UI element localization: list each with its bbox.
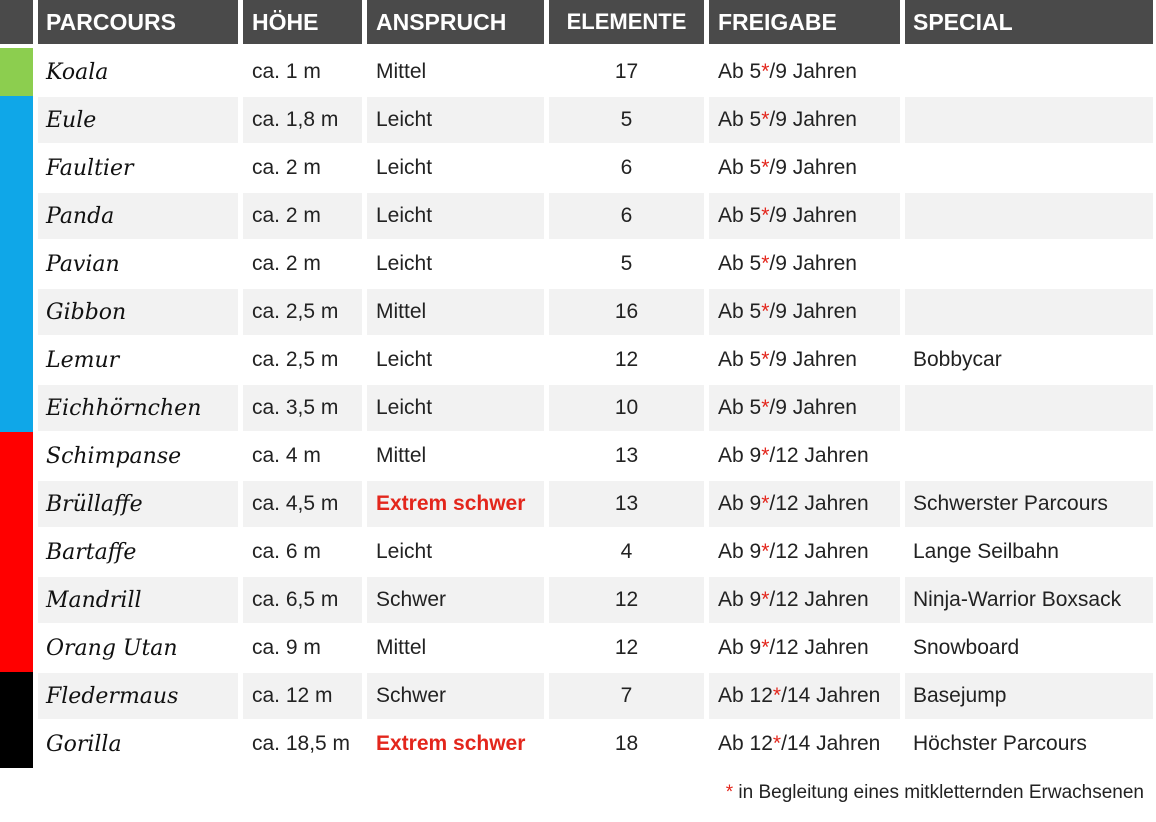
special-value — [905, 49, 1153, 95]
special-value — [905, 289, 1153, 335]
freigabe-max-age: /12 Jahren — [769, 492, 869, 515]
hoehe-value: ca. 2,5 m — [243, 289, 362, 335]
freigabe-value — [709, 385, 900, 431]
freigabe-value — [709, 433, 900, 479]
difficulty-color-marker — [0, 528, 33, 576]
elemente-value: 13 — [614, 444, 639, 467]
table-row — [0, 336, 1156, 384]
parcours-name: Koala — [46, 59, 109, 85]
freigabe-min-age: Ab 5 — [718, 300, 762, 323]
hoehe-value: ca. 9 m — [252, 636, 321, 659]
parcours-name: Faultier — [46, 155, 134, 181]
parcours-name: Fledermaus — [38, 673, 238, 719]
hoehe-value: ca. 2 m — [252, 252, 321, 275]
special-value: Höchster Parcours — [913, 732, 1087, 755]
freigabe-value — [709, 673, 900, 719]
freigabe-min-age: Ab 9 — [718, 588, 762, 611]
special-value: Bobbycar — [913, 348, 1002, 371]
table-row — [0, 144, 1156, 192]
difficulty-color-marker — [0, 144, 33, 192]
hoehe-value: ca. 2 m — [243, 193, 362, 239]
table-row — [0, 432, 1156, 480]
freigabe-min-age: Ab 5 — [718, 204, 762, 227]
elemente-value: 10 — [549, 385, 704, 431]
freigabe-min-age: Ab 9 — [718, 444, 762, 467]
table-row — [0, 192, 1156, 240]
parcours-name: Gibbon — [38, 289, 238, 335]
anspruch-value: Leicht — [367, 193, 544, 239]
hoehe-value: ca. 2 m — [252, 156, 321, 179]
freigabe-max-age: /12 Jahren — [769, 444, 869, 467]
anspruch-value: Leicht — [367, 97, 544, 143]
freigabe-star: * — [761, 348, 770, 371]
freigabe-min-age: Ab 9 — [718, 636, 762, 659]
table-row — [0, 288, 1156, 336]
freigabe-value — [709, 193, 900, 239]
elemente-value: 6 — [620, 156, 633, 179]
freigabe-min-age: Ab 9 — [718, 540, 762, 563]
freigabe-min-age: Ab 12 — [718, 732, 773, 755]
parcours-name: Schimpanse — [46, 443, 182, 469]
freigabe-star: * — [761, 444, 770, 467]
special-value — [905, 385, 1153, 431]
freigabe-star: * — [761, 588, 770, 611]
anspruch-value: Leicht — [376, 348, 433, 371]
footnote — [726, 782, 1144, 804]
freigabe-max-age: /9 Jahren — [769, 348, 857, 371]
anspruch-value: Schwer — [367, 673, 544, 719]
freigabe-value — [709, 241, 900, 287]
freigabe-star: * — [761, 396, 770, 419]
parcours-name: Eule — [38, 97, 238, 143]
anspruch-value: Mittel — [376, 60, 427, 83]
freigabe-max-age: /9 Jahren — [769, 396, 857, 419]
special-value — [905, 433, 1153, 479]
freigabe-star: * — [761, 252, 770, 275]
freigabe-max-age: /9 Jahren — [769, 156, 857, 179]
freigabe-star: * — [761, 60, 770, 83]
table-header — [0, 0, 1156, 48]
elemente-value: 4 — [620, 540, 633, 563]
parcours-name: Mandrill — [38, 577, 238, 623]
header-parcours: PARCOURS — [38, 0, 238, 44]
anspruch-value: Leicht — [376, 156, 433, 179]
hoehe-value: ca. 1 m — [252, 60, 321, 83]
parcours-name: Orang Utan — [46, 635, 178, 661]
table-row — [0, 528, 1156, 576]
anspruch-value: Extrem schwer — [367, 481, 544, 527]
special-value: Basejump — [905, 673, 1153, 719]
hoehe-value: ca. 18,5 m — [252, 732, 351, 755]
parcours-name: Bartaffe — [46, 539, 137, 565]
freigabe-max-age: /12 Jahren — [769, 540, 869, 563]
header-hoehe: HÖHE — [243, 0, 362, 44]
difficulty-color-marker — [0, 384, 33, 432]
freigabe-min-age: Ab 5 — [718, 396, 762, 419]
parcours-name: Pavian — [46, 251, 120, 277]
difficulty-color-marker — [0, 576, 33, 624]
difficulty-color-marker — [0, 624, 33, 672]
freigabe-value — [709, 97, 900, 143]
table-row — [0, 48, 1156, 96]
elemente-value: 13 — [549, 481, 704, 527]
elemente-value: 16 — [549, 289, 704, 335]
table-row — [0, 480, 1156, 528]
freigabe-max-age: /9 Jahren — [769, 108, 857, 131]
special-value: Snowboard — [913, 636, 1020, 659]
hoehe-value: ca. 12 m — [243, 673, 362, 719]
header-special: SPECIAL — [905, 0, 1153, 44]
elemente-value: 18 — [614, 732, 639, 755]
freigabe-max-age: /9 Jahren — [769, 300, 857, 323]
anspruch-value: Leicht — [367, 385, 544, 431]
hoehe-value: ca. 3,5 m — [243, 385, 362, 431]
anspruch-value: Leicht — [376, 540, 433, 563]
parcours-name: Brüllaffe — [38, 481, 238, 527]
freigabe-star: * — [761, 108, 770, 131]
freigabe-value — [709, 577, 900, 623]
elemente-value: 12 — [549, 577, 704, 623]
freigabe-max-age: /9 Jahren — [769, 204, 857, 227]
hoehe-value: ca. 4,5 m — [243, 481, 362, 527]
special-value — [905, 193, 1153, 239]
hoehe-value: ca. 6 m — [252, 540, 321, 563]
freigabe-star: * — [761, 156, 770, 179]
anspruch-value: Mittel — [376, 444, 427, 467]
anspruch-value: Schwer — [367, 577, 544, 623]
elemente-value: 17 — [614, 60, 639, 83]
elemente-value: 5 — [549, 97, 704, 143]
freigabe-star: * — [761, 636, 770, 659]
special-value — [905, 241, 1153, 287]
parcours-name: Gorilla — [46, 731, 122, 757]
difficulty-color-marker — [0, 288, 33, 336]
freigabe-max-age: /9 Jahren — [769, 60, 857, 83]
freigabe-min-age: Ab 5 — [718, 252, 762, 275]
special-value: Schwerster Parcours — [905, 481, 1153, 527]
freigabe-value — [709, 145, 900, 191]
special-value: Lange Seilbahn — [913, 540, 1059, 563]
freigabe-max-age: /12 Jahren — [769, 636, 869, 659]
difficulty-color-marker — [0, 720, 33, 768]
elemente-value: 12 — [614, 348, 639, 371]
anspruch-value: Mittel — [376, 636, 427, 659]
hoehe-value: ca. 1,8 m — [243, 97, 362, 143]
parcours-name: Panda — [38, 193, 238, 239]
elemente-value: 12 — [614, 636, 639, 659]
anspruch-value: Extrem schwer — [376, 732, 526, 755]
table-body — [0, 48, 1156, 768]
difficulty-color-marker — [0, 192, 33, 240]
freigabe-max-age: /9 Jahren — [769, 252, 857, 275]
special-value: Ninja-Warrior Boxsack — [905, 577, 1153, 623]
freigabe-min-age: Ab 12 — [718, 684, 773, 707]
freigabe-value — [709, 529, 900, 575]
freigabe-value — [709, 337, 900, 383]
footnote-text: in Begleitung eines mitkletternden Erwachsenen — [733, 782, 1144, 803]
freigabe-star: * — [772, 684, 782, 707]
hoehe-value: ca. 6,5 m — [243, 577, 362, 623]
table-row — [0, 672, 1156, 720]
footnote-star: * — [725, 782, 734, 803]
freigabe-star: * — [761, 540, 770, 563]
anspruch-value: Mittel — [367, 289, 544, 335]
anspruch-value: Leicht — [376, 252, 433, 275]
header-color-cell — [0, 0, 33, 44]
freigabe-value — [709, 625, 900, 671]
freigabe-star: * — [761, 492, 770, 515]
freigabe-min-age: Ab 5 — [718, 108, 762, 131]
header-anspruch: ANSPRUCH — [367, 0, 544, 44]
freigabe-value — [709, 481, 900, 527]
difficulty-color-marker — [0, 336, 33, 384]
header-elemente: ELEMENTE — [549, 0, 704, 44]
difficulty-color-marker — [0, 672, 33, 720]
elemente-value: 6 — [549, 193, 704, 239]
freigabe-star: * — [772, 732, 782, 755]
freigabe-min-age: Ab 5 — [718, 60, 762, 83]
hoehe-value: ca. 4 m — [252, 444, 321, 467]
table-row — [0, 576, 1156, 624]
elemente-value: 7 — [549, 673, 704, 719]
freigabe-min-age: Ab 9 — [718, 492, 762, 515]
difficulty-color-marker — [0, 480, 33, 528]
table-row — [0, 240, 1156, 288]
special-value — [905, 97, 1153, 143]
freigabe-max-age: /12 Jahren — [769, 588, 869, 611]
table-row — [0, 720, 1156, 768]
table-row — [0, 96, 1156, 144]
difficulty-color-marker — [0, 240, 33, 288]
freigabe-max-age: /14 Jahren — [781, 684, 881, 707]
freigabe-star: * — [761, 300, 770, 323]
special-value — [905, 145, 1153, 191]
parcours-name: Eichhörnchen — [38, 385, 238, 431]
elemente-value: 5 — [620, 252, 633, 275]
table-row — [0, 384, 1156, 432]
difficulty-color-marker — [0, 432, 33, 480]
freigabe-star: * — [761, 204, 770, 227]
difficulty-color-marker — [0, 96, 33, 144]
freigabe-value — [709, 289, 900, 335]
header-freigabe: FREIGABE — [709, 0, 900, 44]
freigabe-min-age: Ab 5 — [718, 156, 762, 179]
hoehe-value: ca. 2,5 m — [252, 348, 339, 371]
freigabe-value — [709, 721, 900, 767]
freigabe-max-age: /14 Jahren — [781, 732, 881, 755]
difficulty-color-marker — [0, 48, 33, 96]
table-row — [0, 624, 1156, 672]
freigabe-min-age: Ab 5 — [718, 348, 762, 371]
parcours-name: Lemur — [46, 347, 120, 373]
freigabe-value — [709, 49, 900, 95]
